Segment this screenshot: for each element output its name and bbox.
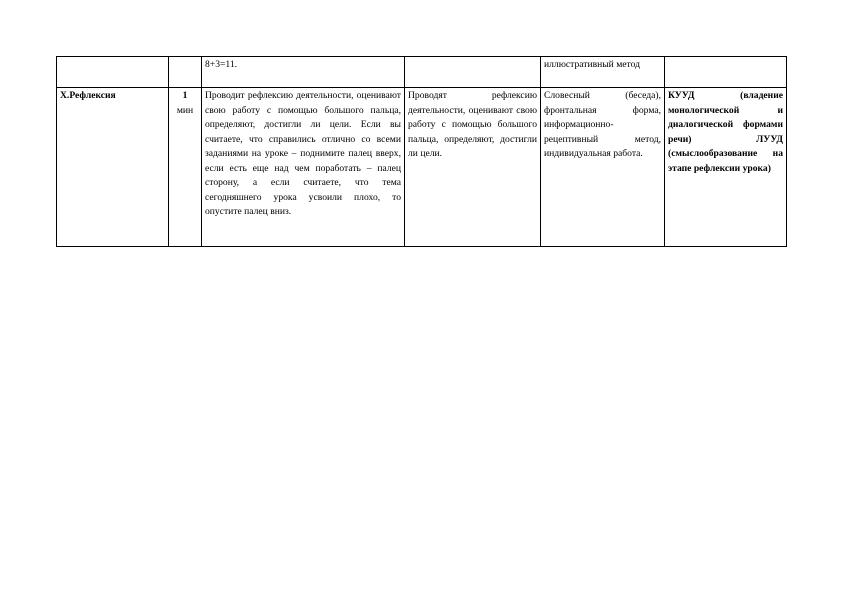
stage-cell	[57, 57, 169, 88]
student-activity-cell	[405, 57, 541, 88]
outcomes-cell	[665, 57, 787, 88]
time-cell	[169, 88, 202, 247]
table-row	[57, 88, 787, 247]
time-cell	[169, 57, 202, 88]
lesson-plan-table	[56, 56, 787, 247]
outcomes-cell: КУУД (владение монологической и диалогической формами речи) ЛУУД (смыслообразование на этапе рефлексии урока)	[665, 88, 787, 247]
time-value: 1	[182, 90, 188, 101]
student-activity-cell: Проводят рефлексию деятельности, оценивают свою работу с помощью большого пальца, определяют, достигли ли цели.	[405, 88, 541, 247]
teacher-activity-cell: 8+3=11.	[202, 57, 405, 88]
methods-cell: Словесный (беседа), фронтальная форма, информационно-рецептивный метод, индивидуальная работа.	[541, 88, 665, 247]
teacher-activity-cell: Проводит рефлексию деятельности, оценивают свою работу с помощью большого пальца, определяют, достигли ли цели. Если вы считаете, что справились отлично со всеми заданиями на уроке – поднимите палец вверх, если есть еще над чем поработать – палец сторону, а если считаете, что тема сегодняшнего урока усвоили плохо, то опустите палец вниз.	[202, 88, 405, 247]
table-row	[57, 57, 787, 88]
stage-cell: X.Рефлексия	[57, 88, 169, 247]
time-unit: мин	[176, 104, 194, 116]
methods-cell: иллюстративный метод	[541, 57, 665, 88]
